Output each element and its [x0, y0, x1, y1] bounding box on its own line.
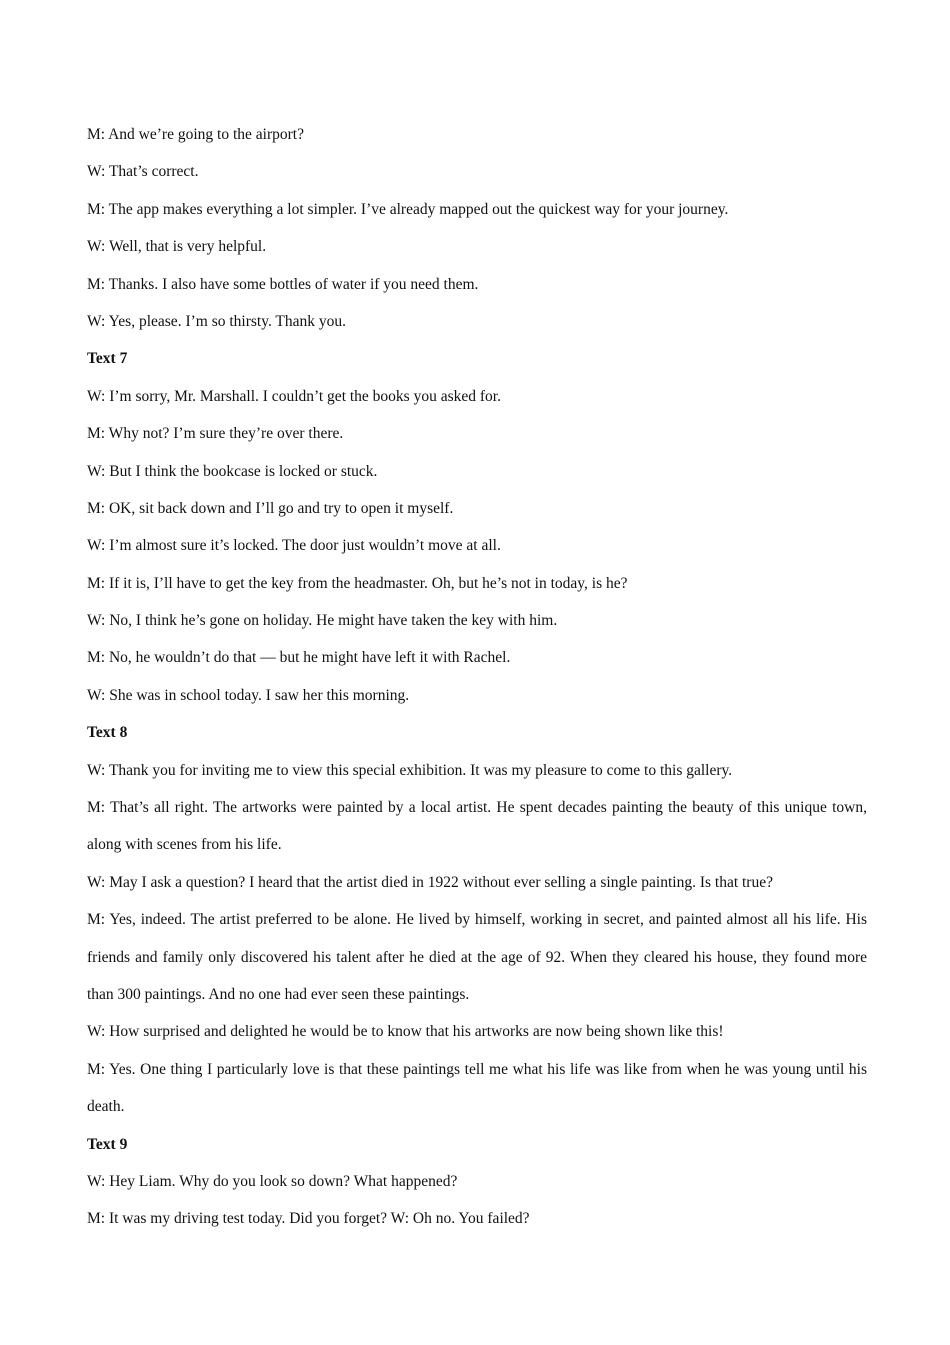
dialogue-line: M: It was my driving test today. Did you forget? W: Oh no. You failed?	[87, 1210, 530, 1228]
dialogue-line: W: Yes, please. I’m so thirsty. Thank you.	[87, 312, 347, 330]
dialogue-line: M: Why not? I’m sure they’re over there.	[87, 425, 344, 443]
document-page	[87, 116, 867, 1238]
dialogue-line: W: Hey Liam. Why do you look so down? What happened?	[87, 1173, 458, 1191]
dialogue-line: W: How surprised and delighted he would be to know that his artworks are now being shown like this!	[87, 1023, 724, 1041]
section-heading-text-9: Text 9	[87, 1135, 128, 1153]
dialogue-line: M: No, he wouldn’t do that — but he might have left it with Rachel.	[87, 649, 511, 667]
dialogue-line: W: But I think the bookcase is locked or stuck.	[87, 462, 378, 480]
dialogue-line: W: Thank you for inviting me to view this special exhibition. It was my pleasure to come to this gallery.	[87, 761, 733, 779]
section-heading-text-7: Text 7	[87, 350, 128, 368]
dialogue-line: M: Thanks. I also have some bottles of water if you need them.	[87, 275, 479, 293]
dialogue-line: M: The app makes everything a lot simpler. I’ve already mapped out the quickest way for your journey.	[87, 200, 729, 218]
dialogue-paragraph: M: Yes. One thing I particularly love is that these paintings tell me what his life was like from when he was young until his death.	[87, 1060, 867, 1116]
dialogue-line: W: That’s correct.	[87, 163, 199, 181]
dialogue-line: W: She was in school today. I saw her this morning.	[87, 686, 410, 704]
dialogue-line: M: OK, sit back down and I’ll go and try to open it myself.	[87, 499, 454, 517]
dialogue-line: W: Well, that is very helpful.	[87, 238, 267, 256]
dialogue-line: M: And we’re going to the airport?	[87, 126, 304, 143]
dialogue-line: W: I’m almost sure it’s locked. The door just wouldn’t move at all.	[87, 537, 501, 555]
dialogue-line: W: May I ask a question? I heard that the artist died in 1922 without ever selling a single painting. Is that true?	[87, 873, 773, 891]
dialogue-line: W: No, I think he’s gone on holiday. He might have taken the key with him.	[87, 612, 558, 630]
dialogue-line: M: If it is, I’ll have to get the key from the headmaster. Oh, but he’s not in today, is he?	[87, 574, 628, 592]
dialogue-line: W: I’m sorry, Mr. Marshall. I couldn’t get the books you asked for.	[87, 387, 501, 405]
dialogue-paragraph: M: That’s all right. The artworks were painted by a local artist. He spent decades painting the beauty of this unique town, along with scenes from his life.	[87, 799, 867, 854]
dialogue-paragraph: M: Yes, indeed. The artist preferred to be alone. He lived by himself, working in secret, and painted almost all his life. His friends and family only discovered his talent after he died at the age of 92. When they cleared his house, they found more than 300 paintings. And no one had ever seen these paintings.	[87, 911, 867, 1004]
section-heading-text-8: Text 8	[87, 724, 128, 742]
